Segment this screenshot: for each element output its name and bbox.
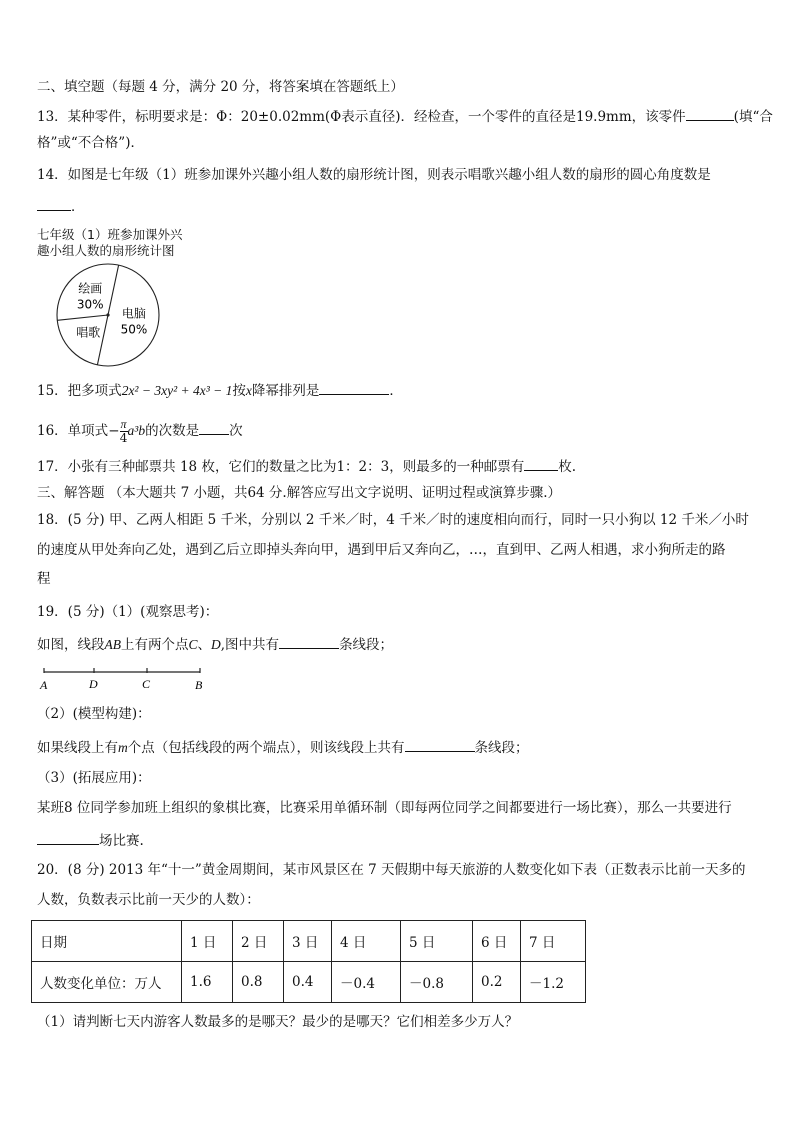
question-17-tail: 枚. [558, 459, 577, 475]
table-cell: 5 日 [401, 921, 473, 962]
q19-end: 条线段； [339, 637, 394, 653]
table-cell: 日期 [32, 921, 182, 962]
q19-prefix: 如图，线段 [37, 637, 105, 653]
question-17-text: 17．小张有三种邮票共 18 枚，它们的数量之比为1：2：3，则最多的一种邮票有 [37, 459, 525, 475]
pie-slice-label: 绘画 [78, 281, 103, 296]
q19-separator: 、 [197, 637, 212, 653]
table-cell: 3 日 [284, 921, 332, 962]
label-b: B [195, 678, 203, 692]
question-13-text-tail: (填“合 [733, 109, 773, 125]
table-cell: 0.4 [284, 962, 332, 1003]
question-13-text: 13．某种零件，标明要求是：Φ：20±0.02mm(Φ表示直径)．经检查，一个零件的直径是19.9mm，该零件 [37, 109, 686, 125]
question-18-line-3: 程 [37, 571, 51, 587]
table-cell: 6 日 [473, 921, 521, 962]
question-20-line-1: 20．(8 分) 2013 年“十一”黄金周期间，某市风景区在 7 天假期中每天旅游的人数变化如下表（正数表示比前一天多的 [37, 862, 746, 878]
table-cell: 7 日 [521, 921, 586, 962]
label-c: C [142, 677, 151, 691]
question-16 [37, 418, 243, 445]
fraction-pi-over-4 [120, 418, 128, 445]
question-15-suffix: 降幂排列是 [251, 383, 320, 399]
pie-slice-label: 电脑 [121, 306, 146, 321]
question-17 [37, 456, 576, 476]
question-16-monomial: a³b [127, 423, 146, 438]
question-19-1-answer-blank[interactable] [279, 634, 339, 649]
question-15-answer-blank[interactable] [319, 380, 389, 395]
question-19-part-3-title: （3）(拓展应用)： [37, 770, 151, 786]
tourist-change-table [31, 920, 586, 1003]
q19-segment-ab: AB [104, 637, 121, 652]
pie-slice-label: 唱歌 [76, 325, 101, 340]
section-3-heading: 三、解答题 （本大题共 7 小题，共64 分.解答应写出文字说明、证明过程或演算步骤.） [37, 485, 562, 501]
pie-chart [40, 258, 180, 368]
pie-center [106, 313, 109, 316]
q19-point-c: C [188, 637, 198, 652]
question-16-tail: 次 [229, 423, 243, 439]
minus-sign: − [108, 423, 120, 439]
q19-part3-tail: 场比赛. [99, 833, 144, 849]
question-19-line-2 [37, 634, 393, 654]
question-19-part-2-title: （2）(模型构建)： [37, 706, 151, 722]
question-15-tail: ． [389, 383, 403, 399]
question-16-prefix: 16．单项式 [37, 423, 109, 439]
question-19-3-answer-blank[interactable] [37, 830, 99, 845]
q19-part2-mid: 个点（包括线段的两个端点），则该线段上共有 [127, 740, 405, 756]
fraction-denominator: 4 [119, 431, 128, 445]
question-16-answer-blank[interactable] [199, 420, 229, 435]
table-cell: 人数变化单位：万人 [32, 962, 182, 1003]
question-13-line-2: 格”或“不合格”)． [37, 135, 144, 151]
label-a: A [40, 678, 48, 692]
q19-point-d: D [211, 637, 221, 652]
table-header-row [32, 921, 586, 962]
q19-mid: 上有两个点 [121, 637, 189, 653]
pie-title-line-1: 七年级（1）班参加课外兴 [37, 227, 183, 242]
question-20-sub-1: （1）请判断七天内游客人数最多的是哪天？最少的是哪天？它们相差多少万人？ [37, 1014, 519, 1030]
table-cell: －0.4 [332, 962, 401, 1003]
pie-slice-percent: 30% [76, 297, 104, 312]
table-cell: －1.2 [521, 962, 586, 1003]
table-cell: 0.2 [473, 962, 521, 1003]
question-18-line-2: 的速度从甲处奔向乙处，遇到乙后立即掉头奔向甲，遇到甲后又奔向乙，…，直到甲、乙两人相遇，求小狗所走的路 [37, 542, 726, 558]
q19-part2-end: 条线段； [474, 740, 529, 756]
question-15-expression: 2x² − 3xy² + 4x³ − 1 [121, 383, 233, 398]
question-14-line-2 [37, 196, 85, 216]
question-20-line-2: 人数，负数表示比前一天少的人数）： [37, 892, 260, 908]
section-2-heading: 二、填空题（每题 4 分，满分 20 分，将答案填在答题纸上） [37, 79, 404, 95]
table-cell: 0.8 [233, 962, 284, 1003]
q19-tail: ,图中共有 [220, 637, 280, 653]
question-19-line-1: 19．(5 分)（1）(观察思考)： [37, 604, 219, 620]
table-row [32, 962, 586, 1003]
question-14-line-1: 14．如图是七年级（1）班参加课外兴趣小组人数的扇形统计图，则表示唱歌兴趣小组人数的扇形的圆心角度数是 [37, 167, 711, 183]
question-13-line-1 [37, 106, 773, 126]
question-18-line-1: 18．(5 分) 甲、乙两人相距 5 千米，分别以 2 千米／时，4 千米／时的速度相向而行，同时一只小狗以 12 千米／小时 [37, 512, 749, 528]
question-15-mid: 按 [232, 383, 246, 399]
pie-slice-percent: 50% [120, 322, 148, 337]
q19-variable-m: m [118, 740, 128, 755]
question-17-answer-blank[interactable] [524, 456, 558, 471]
table-cell: 4 日 [332, 921, 401, 962]
fraction-numerator: π [120, 417, 127, 431]
question-15-variable: x [245, 383, 252, 398]
question-14-tail: ． [71, 199, 85, 215]
question-14-answer-blank[interactable] [37, 196, 71, 211]
q19-part2-prefix: 如果线段上有 [37, 740, 118, 756]
pie-title-line-2: 趣小组人数的扇形统计图 [37, 243, 175, 258]
question-16-suffix: 的次数是 [145, 423, 200, 439]
question-19-2-answer-blank[interactable] [405, 737, 475, 752]
table-cell: 1 日 [182, 921, 233, 962]
question-19-part-2 [37, 737, 529, 757]
question-15-prefix: 15．把多项式 [37, 383, 122, 399]
table-cell: 1.6 [182, 962, 233, 1003]
segment-figure [36, 664, 216, 696]
label-d: D [89, 677, 98, 691]
table-cell: 2 日 [233, 921, 284, 962]
table-cell: －0.8 [401, 962, 473, 1003]
question-19-part-3-line-2 [37, 830, 144, 850]
question-19-part-3-line-1: 某班8 位同学参加班上组织的象棋比赛，比赛采用单循环制（即每两位同学之间都要进行一场比赛），那么一共要进行 [37, 800, 732, 816]
question-15 [37, 380, 403, 400]
question-13-answer-blank[interactable] [686, 106, 734, 121]
